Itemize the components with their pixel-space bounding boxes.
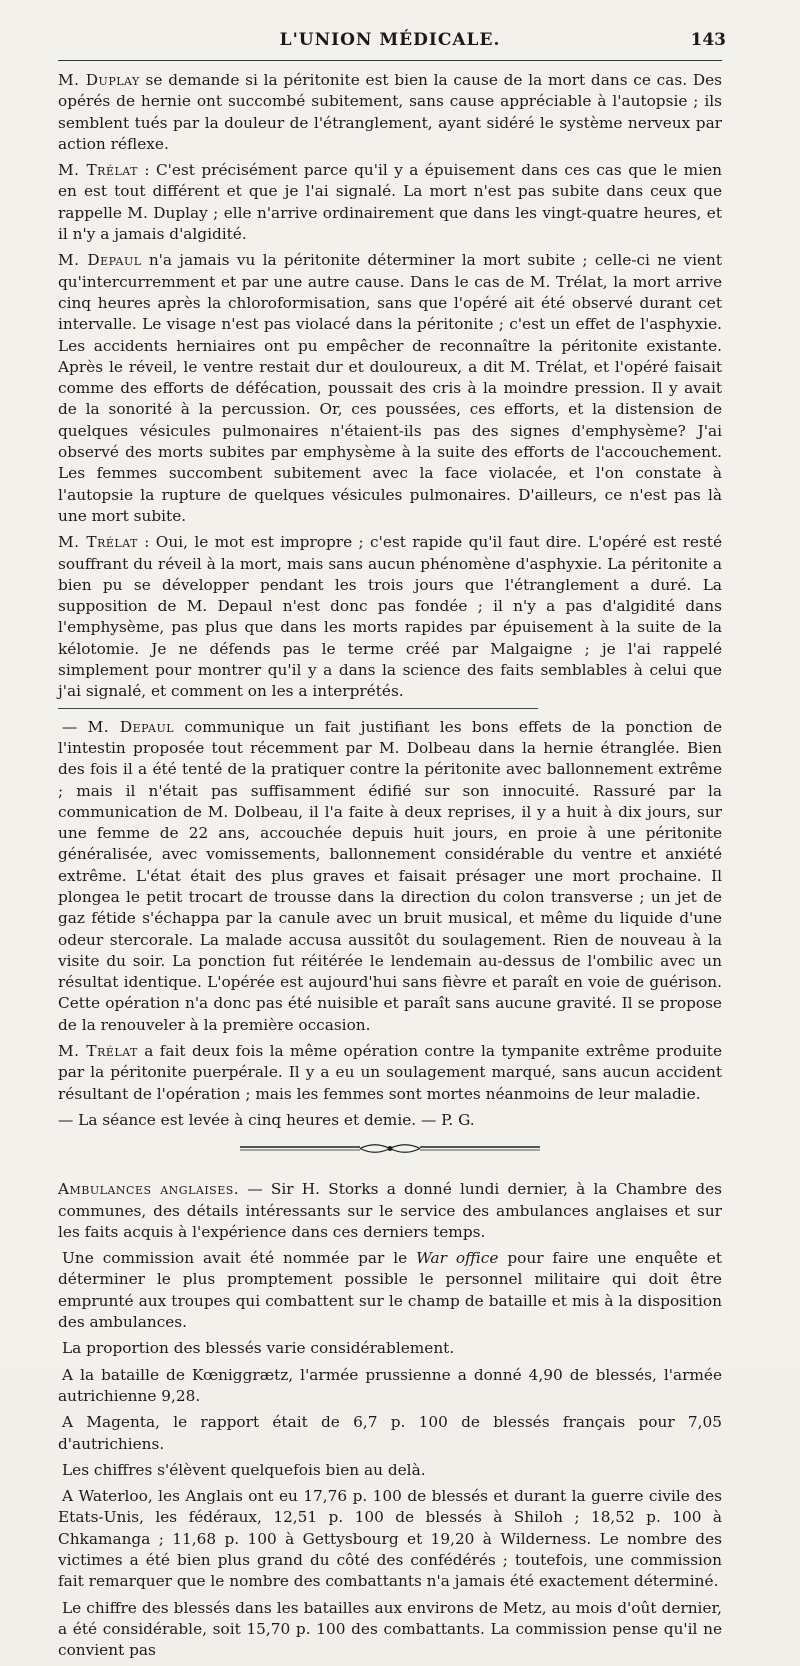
article-body — [58, 70, 722, 1666]
paragraph-text: communique un fait justifiant les bons effets de la ponction de l'intestin proposée tout récemment par M. Dolbeau dans la hernie étranglée. Bien des fois il a été tenté de la pratiquer contre la péritonite avec ballonnement extrême ; mais il n'était pas suffisamment édifié sur son innocuité. Rassuré par la communication de M. Dolbeau, il l'a faite à deux reprises, il y a huit à dix jours, sur une femme de 22 ans, accouchée depuis huit jours, en proie à une péritonite généralisée, avec vomissements, ballonnement considérable du ventre et anxiété extrême. L'état était des plus graves et faisait présager une mort prochaine. Il plongea le petit trocart de trousse dans la direction du colon transverse ; un jet de gaz fétide s'échappa par la canule avec un bruit musical, et même du liquide d'une odeur stercorale. La malade accusa aussitôt du soulagement. Rien de nouveau à la visite du soir. La ponction fut réitérée le lendemain au-dessus de l'ombilic avec un résultat identique. L'opérée est aujourd'hui sans fièvre et paraît en voie de guérison. Cette opération n'a donc pas été nuisible et paraît sans aucune gravité. Il se propose de la renouveler à la première occasion. — [58, 717, 723, 1034]
paragraph-text: — La séance est levée à cinq heures et demie. — P. G. — [58, 1110, 475, 1129]
paragraph-text: Le chiffre des blessés dans les batailles aux environs de Metz, au mois d'oût dernier, a été considérable, soit 15,70 p. 100 des combattants. La commission pense qu'il ne convient pas — [58, 1598, 722, 1660]
page-number: 143 — [690, 30, 726, 50]
paragraph-depaul-2 — [58, 717, 722, 1036]
paragraph-text: — Sir H. Storks a donné lundi dernier, à la Chambre des communes, des détails intéressants sur le service des ambulances anglaises et sur les faits acquis à l'expérience dans ces derniers temps. — [58, 1180, 722, 1241]
paragraph-text: A la bataille de Kœniggrætz, l'armée prussienne a donné 4,90 de blessés, l'armée autrichienne 9,28. — [58, 1365, 722, 1405]
paragraph-duplay — [58, 70, 722, 155]
ornament-icon — [240, 1139, 540, 1159]
speaker-name: M. Depaul — [87, 717, 175, 736]
paragraph-text: Les chiffres s'élèvent quelquefois bien au delà. — [62, 1460, 426, 1479]
paragraph-text: Une commission avait été nommée par le — [62, 1249, 417, 1268]
running-title: L'UNION MÉDICALE. — [279, 30, 501, 50]
paragraph-magenta — [58, 1412, 722, 1455]
paragraph-text: pour faire une enquête et déterminer le plus promptement possible le personnel militaire qui doit être emprunté aux troupes qui combattent sur le champ de bataille et mis à la disposition des ambulances. — [58, 1249, 722, 1332]
paragraph-trelat-2 — [58, 532, 722, 702]
speaker-name: M. Depaul — [58, 251, 142, 270]
paragraph-closing — [58, 1110, 722, 1131]
ornament-divider — [58, 1139, 722, 1169]
paragraph-text: n'a jamais vu la péritonite déterminer la mort subite ; celle-ci ne vient qu'intercurremment et par une autre cause. Dans le cas de M. Trélat, la mort arrive cinq heures après la chloroformisation, sans que l'opéré ait été observé durant cet intervalle. Le visage n'est pas violacé dans la péritonite ; c'est un effet de l'asphyxie. Les accidents herniaires ont pu empêcher de reconnaître la péritonite existante. Après le réveil, le ventre restait dur et douloureux, a dit M. Trélat, et l'opéré faisait comme des efforts de défécation, poussait des cris à la moindre pression. Il y avait de la sonorité à la percussion. Or, ces poussées, ces efforts, et la distension de quelques vésicules pulmonaires n'étaient-ils pas des signes d'emphysème? J'ai observé des morts subites par emphysème à la suite des efforts de l'accouchement. Les femmes succombent subitement avec la face violacée, et l'on constate à l'autopsie la rupture de quelques vésicules pulmonaires. D'ailleurs, ce n'est pas là une mort subite. — [58, 251, 723, 525]
paragraph-depaul-1 — [58, 250, 722, 527]
paragraph-trelat-3 — [58, 1041, 722, 1105]
paragraph-text: A Magenta, le rapport était de 6,7 p. 100 de blessés français pour 7,05 d'autrichiens. — [58, 1413, 722, 1453]
paragraph-text: A Waterloo, les Anglais ont eu 17,76 p. 100 de blessés et durant la guerre civile des Etats-Unis, les fédéraux, 12,51 p. 100 de blessés à Shiloh ; 18,52 p. 100 à Chkamanga ; 11,68 p. 100 à Gettysbourg et 19,20 à Wilderness. Le nombre des victimes a été bien plus grand du côté des confédérés ; toutefois, une commission fait remarquer que le nombre des combattants n'a jamais été exactement déterminé. — [58, 1487, 722, 1591]
speaker-name: M. Duplay — [58, 71, 140, 89]
section-divider — [58, 708, 538, 709]
page-header — [58, 28, 726, 58]
paragraph-text: La proportion des blessés varie considérablement. — [62, 1339, 455, 1358]
paragraph-proportion — [58, 1338, 722, 1359]
paragraph-metz — [58, 1598, 722, 1662]
section-title: Ambulances anglaises. — [58, 1180, 240, 1199]
speaker-name: M. Trélat — [58, 161, 138, 180]
paragraph-text: se demande si la péritonite est bien la cause de la mort dans ce cas. Des opérés de hernie ont succombé subitement, sans cause appréciable à l'autopsie ; ils semblent tués par la douleur de l'étranglement, ayant sidéré le système nerveux par action réflexe. — [58, 71, 723, 153]
paragraph-koeniggraetz — [58, 1365, 722, 1408]
header-rule — [58, 60, 722, 61]
paragraph-trelat-1 — [58, 160, 722, 245]
paragraph-text: a fait deux fois la même opération contre la tympanite extrême produite par la péritonite puerpérale. Il y a eu un soulagement marqué, sans aucun accident résultant de l'opération ; mais les femmes sont mortes néanmoins de leur maladie. — [58, 1042, 723, 1103]
paragraph-text: : C'est précisément parce qu'il y a épuisement dans ces cas que le mien en est tout différent et que je l'ai signalé. La mort n'est pas subite dans ceux que rappelle M. Duplay ; elle n'arrive ordinairement que dans les vingt-quatre heures, et il n'y a jamais d'algidité. — [58, 161, 722, 244]
paragraph-commission — [58, 1248, 722, 1333]
italic-term: War office — [416, 1249, 499, 1268]
paragraph-ambulances — [58, 1179, 722, 1243]
paragraph-text: : Oui, le mot est impropre ; c'est rapide qu'il faut dire. L'opéré est resté souffrant du réveil à la mort, mais sans aucun phénomène d'asphyxie. La péritonite a bien pu se développer pendant les trois jours que l'étranglement a duré. La supposition de M. Depaul n'est donc pas fondée ; il n'y a pas d'algidité dans l'emphysème, pas plus que dans les morts rapides par épuisement à la suite de la kélotomie. Je ne défends pas le terme créé par Malgaigne ; je l'ai rappelé simplement pour montrer qu'il y a dans la science des faits semblables à celui que j'ai signalé, et comment on les a interprétés. — [58, 533, 722, 701]
dash-prefix: — — [62, 717, 88, 736]
speaker-name: M. Trélat — [58, 1042, 138, 1061]
paragraph-chiffres — [58, 1460, 722, 1481]
speaker-name: M. Trélat — [58, 533, 138, 552]
paragraph-waterloo — [58, 1486, 722, 1592]
